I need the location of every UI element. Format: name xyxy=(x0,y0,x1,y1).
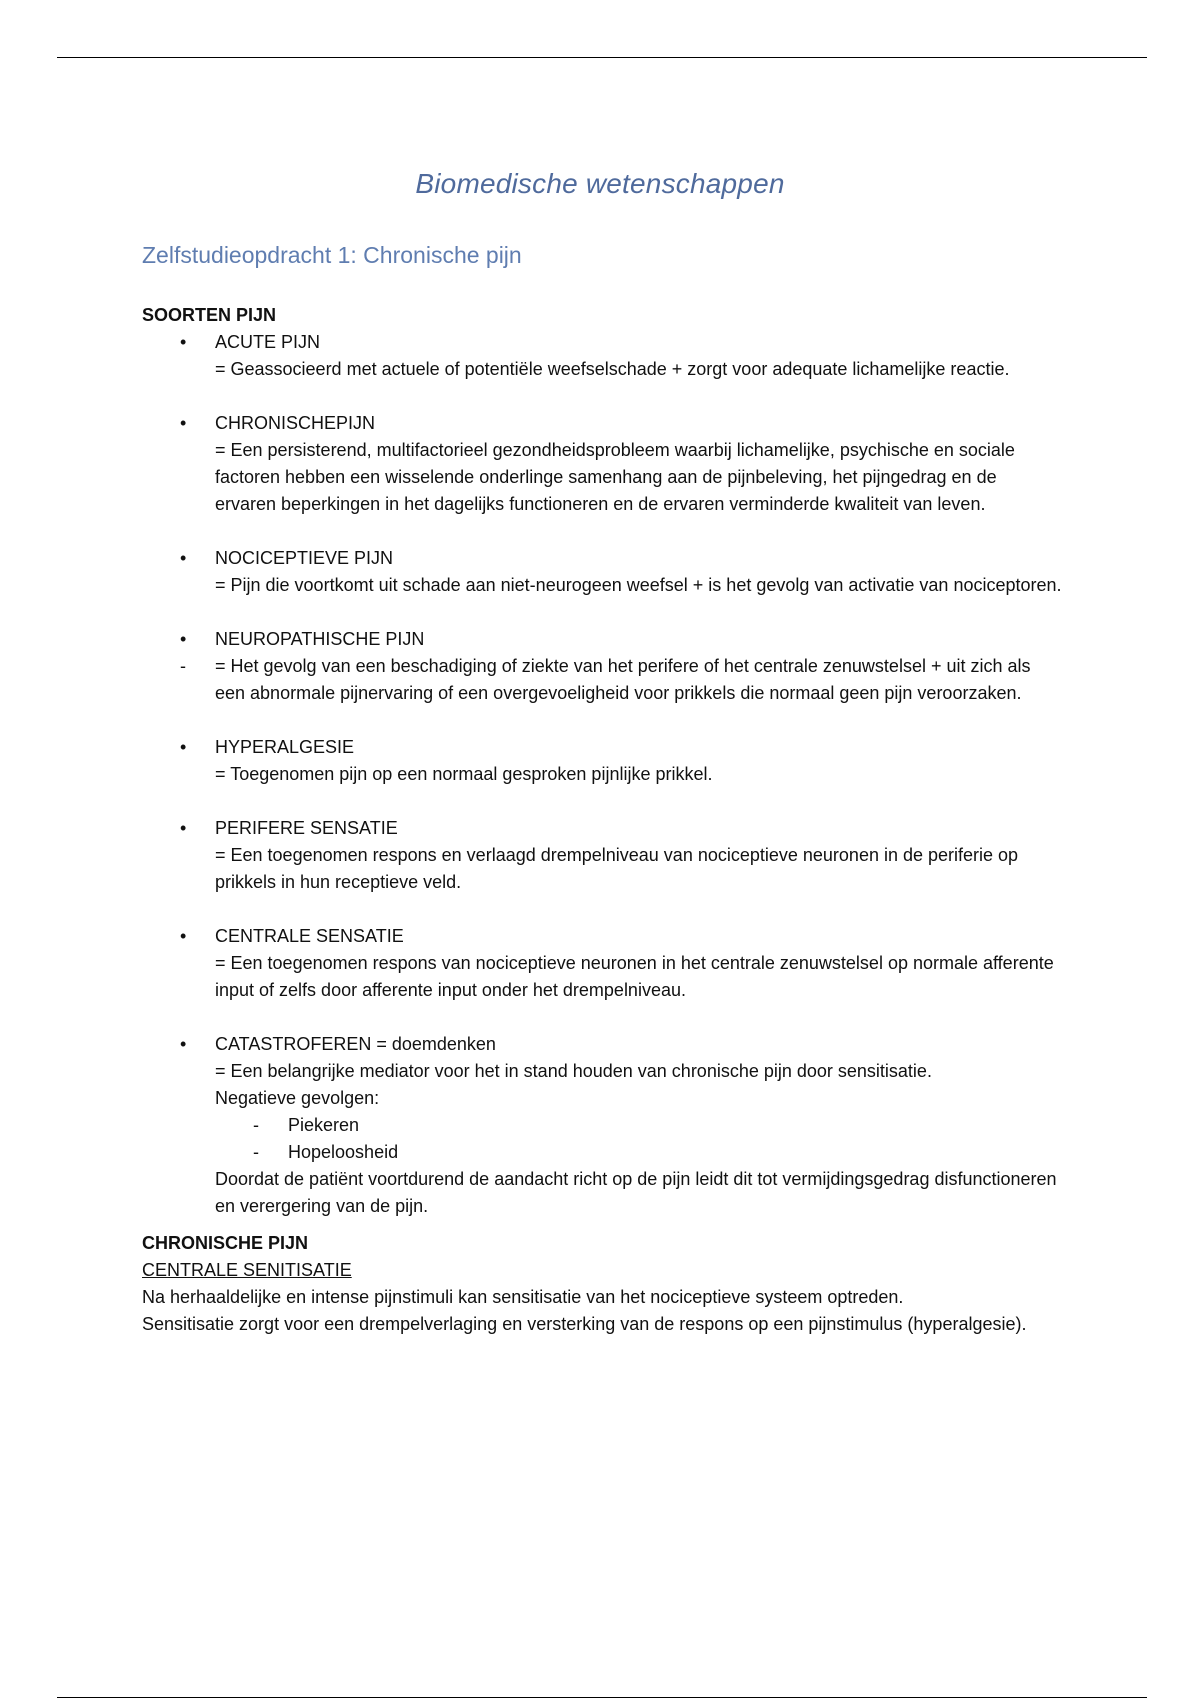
item-heading: CATASTROFEREN = doemdenken xyxy=(215,1034,496,1054)
item-heading: ACUTE PIJN xyxy=(215,332,321,352)
item-heading: CENTRALE SENSATIE xyxy=(215,926,404,946)
bullet-icon: • xyxy=(180,548,187,568)
consequence-text: Piekeren xyxy=(288,1115,360,1135)
item-description: = Een toegenomen respons en verlaagd drempelniveau van nociceptieve neuronen in de periferie op prikkels in hun receptieve veld. xyxy=(215,845,1019,892)
item-heading: PERIFERE SENSATIE xyxy=(215,818,398,838)
item-description: = Een toegenomen respons van nociceptieve neuronen in het centrale zenuwstelsel op normale afferente input of zelfs door afferente input onder het drempelniveau. xyxy=(215,953,1054,1000)
item-heading: CHRONISCHEPIJN xyxy=(215,413,376,433)
item-description: = Een persisterend, multifactorieel gezondheidsprobleem waarbij lichamelijke, psychische en sociale factoren hebben een wisselende onderlinge samenhang aan de pijnbeleving, het pijngedrag en de ervaren beperkingen in het dagelijks functioneren en de ervaren verminderde kwaliteit van leven. xyxy=(215,440,1015,514)
list-item-neuropathische-pijn xyxy=(142,626,1062,707)
item-description: = Geassocieerd met actuele of potentiële weefselschade + zorgt voor adequate lichamelijke reactie. xyxy=(215,359,1010,379)
bottom-rule xyxy=(57,1697,1147,1698)
subheading-centrale-senitisatie: CENTRALE SENITISATIE xyxy=(142,1260,352,1280)
paragraph: Sensitisatie zorgt voor een drempelverlaging en versterking van de respons op een pijnstimulus (hyperalgesie). xyxy=(142,1314,1027,1334)
bullet-icon: • xyxy=(180,1034,187,1054)
bullet-icon: • xyxy=(180,818,187,838)
list-item-chronische-pijn xyxy=(142,410,1062,518)
item-description: = Pijn die voortkomt uit schade aan niet-neurogeen weefsel + is het gevolg van activatie van nociceptoren. xyxy=(215,575,1062,595)
consequence-text: Hopeloosheid xyxy=(288,1142,399,1162)
item-heading: NOCICEPTIEVE PIJN xyxy=(215,548,394,568)
closing-text: Doordat de patiënt voortdurend de aandacht richt op de pijn leidt dit tot vermijdingsgedrag disfunctioneren en verergering van de pijn. xyxy=(215,1169,1057,1216)
top-rule xyxy=(57,57,1147,58)
consequence-item xyxy=(215,1139,1062,1166)
dash-marker: - xyxy=(253,1142,259,1162)
item-heading: HYPERALGESIE xyxy=(215,737,355,757)
bullet-icon: • xyxy=(180,332,187,352)
document-title: Biomedische wetenschappen xyxy=(415,168,785,199)
consequences-label: Negatieve gevolgen: xyxy=(215,1088,380,1108)
dash-marker: - xyxy=(180,656,186,676)
item-description: = Het gevolg van een beschadiging of ziekte van het perifere of het centrale zenuwstelsel + uit zich als een abnormale pijnervaring of een overgevoeligheid voor prikkels die normaal geen pijn veroorzaken. xyxy=(215,656,1031,703)
bullet-icon: • xyxy=(180,413,187,433)
consequence-item xyxy=(215,1112,1062,1139)
bullet-icon: • xyxy=(180,629,187,649)
list-item-centrale-sensatie xyxy=(142,923,1062,1004)
list-item-acute-pijn xyxy=(142,329,1062,383)
item-description: = Een belangrijke mediator voor het in stand houden van chronische pijn door sensitisatie. xyxy=(215,1061,932,1081)
section-chronische-pijn xyxy=(142,1230,1062,1338)
list-item-catastroferen xyxy=(142,1031,1062,1220)
bullet-icon: • xyxy=(180,926,187,946)
section-heading-soorten-pijn: SOORTEN PIJN xyxy=(142,305,277,325)
section-heading-chronische-pijn: CHRONISCHE PIJN xyxy=(142,1233,309,1253)
list-item-hyperalgesie xyxy=(142,734,1062,788)
list-item-perifere-sensatie xyxy=(142,815,1062,896)
document-subtitle: Zelfstudieopdracht 1: Chronische pijn xyxy=(142,242,522,268)
bullet-icon: • xyxy=(180,737,187,757)
item-description: = Toegenomen pijn op een normaal gesproken pijnlijke prikkel. xyxy=(215,764,713,784)
paragraph: Na herhaaldelijke en intense pijnstimuli kan sensitisatie van het nociceptieve systeem optreden. xyxy=(142,1287,904,1307)
dash-marker: - xyxy=(253,1115,259,1135)
document-body xyxy=(142,302,1062,1338)
list-item-nociceptieve-pijn xyxy=(142,545,1062,599)
item-heading: NEUROPATHISCHE PIJN xyxy=(215,629,425,649)
